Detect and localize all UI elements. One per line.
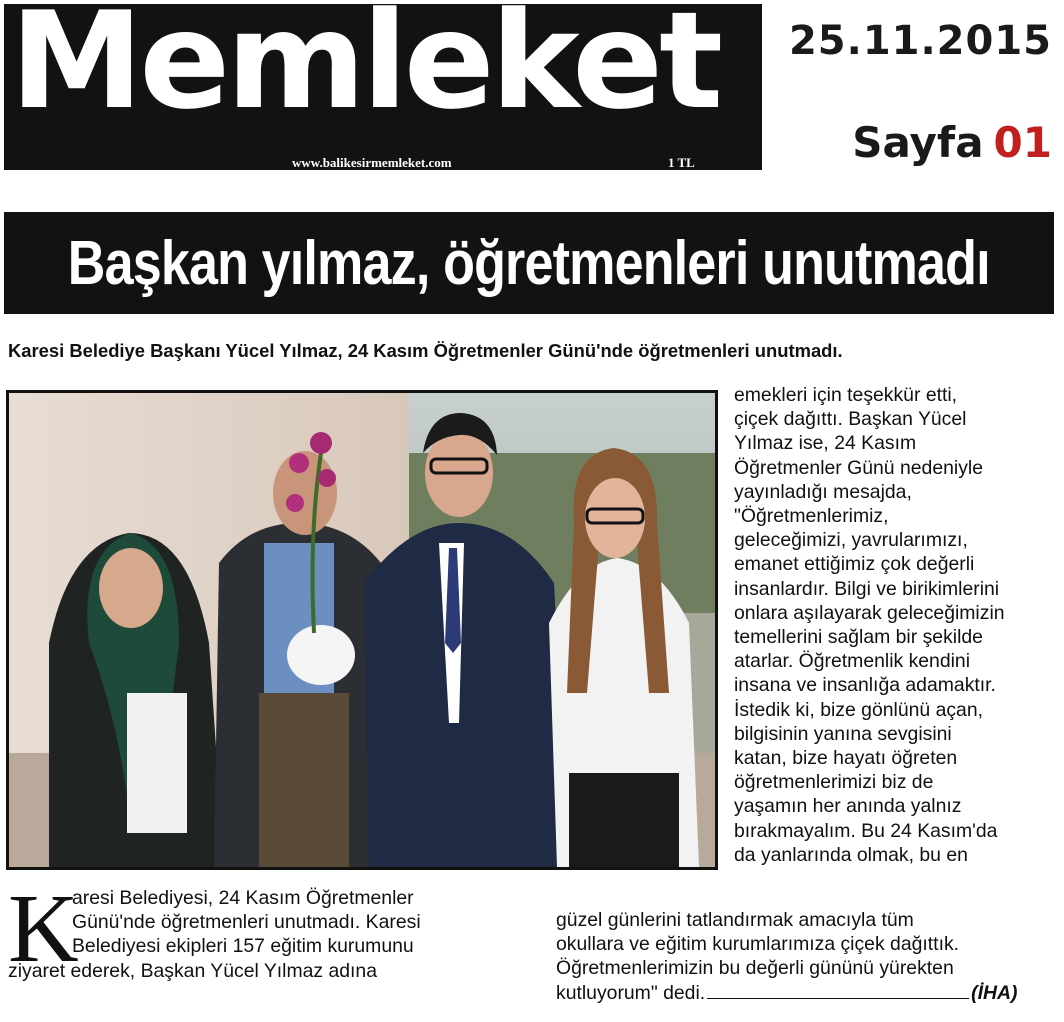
text-line: da yanlarında olmak, bu en <box>734 843 968 866</box>
text-line: onlara aşılayarak geleceğimizin <box>734 601 1005 624</box>
text-line: yaşamın her anında yalnız <box>734 795 962 818</box>
article-continuation <box>556 908 1060 1005</box>
text-line: emanet ettiğimiz çok değerli <box>734 553 975 576</box>
page-number: 01 <box>993 118 1052 167</box>
text-line: insana ve insanlığa adamaktır. <box>734 674 996 697</box>
headline-bar <box>4 212 1054 314</box>
text-line: "Öğretmenlerimiz, <box>734 505 889 528</box>
news-agency-credit: (İHA) <box>971 981 1018 1004</box>
text-line: aresi Belediyesi, 24 Kasım Öğretmenler <box>72 887 414 909</box>
text-line: öğretmenlerimizi biz de <box>734 771 934 794</box>
text-line: Günü'nde öğretmenleri unutmadı. Karesi <box>72 911 421 934</box>
article-lead <box>8 875 548 983</box>
article-right-column <box>734 383 1064 867</box>
text-line: ziyaret ederek, Başkan Yücel Yılmaz adına <box>8 959 377 982</box>
text-line: Belediyesi ekipleri 157 eğitim kurumunu <box>72 935 414 958</box>
text-line: emekleri için teşekkür etti, <box>734 384 958 406</box>
text-line: katan, bize hayatı öğreten <box>734 747 958 770</box>
signoff-rule <box>707 984 969 999</box>
text-line: bilgisinin yanına sevgisini <box>734 722 952 745</box>
website-url: www.balikesirmemleket.com <box>292 155 452 170</box>
masthead <box>4 4 762 170</box>
issue-date: 25.11.2015 <box>788 18 1052 64</box>
closing-line <box>556 981 1060 1005</box>
page-label: Sayfa <box>852 118 984 167</box>
article-headline: Başkan yılmaz, öğretmenleri unutmadı <box>68 228 990 298</box>
text-line: temellerini sağlam bir şekilde <box>734 626 983 649</box>
text-line: güzel günlerini tatlandırmak amacıyla tüm <box>556 909 914 931</box>
closing-text: kutluyorum" dedi. <box>556 981 706 1004</box>
text-line: Öğretmenlerimizin bu değerli gününü yürekten <box>556 957 954 980</box>
text-line: bırakmayalım. Bu 24 Kasım'da <box>734 819 998 842</box>
text-line: İstedik ki, bize gönlünü açan, <box>734 698 984 721</box>
text-line: yayınladığı mesajda, <box>734 480 912 503</box>
text-line: okullara ve eğitim kurumlarımıza çiçek dağıttık. <box>556 933 960 956</box>
newspaper-logo: Memleket <box>10 4 720 139</box>
text-line: çiçek dağıttı. Başkan Yücel <box>734 408 967 431</box>
article-photo <box>6 390 718 870</box>
text-line: Öğretmenler Günü nedeniyle <box>734 456 983 479</box>
text-line: Yılmaz ise, 24 Kasım <box>734 432 917 455</box>
text-line: geleceğimizi, yavrularımızı, <box>734 529 968 552</box>
group-photo-image <box>9 393 715 867</box>
issue-price: 1 TL <box>668 155 695 170</box>
drop-cap: K <box>8 875 79 983</box>
text-line: insanlardır. Bilgi ve birikimlerini <box>734 577 1000 600</box>
page-indicator <box>852 118 1052 167</box>
text-line: atarlar. Öğretmenlik kendini <box>734 650 971 673</box>
article-subheadline: Karesi Belediye Başkanı Yücel Yılmaz, 24 Kasım Öğretmenler Günü'nde öğretmenleri unutmadı. <box>8 340 843 361</box>
